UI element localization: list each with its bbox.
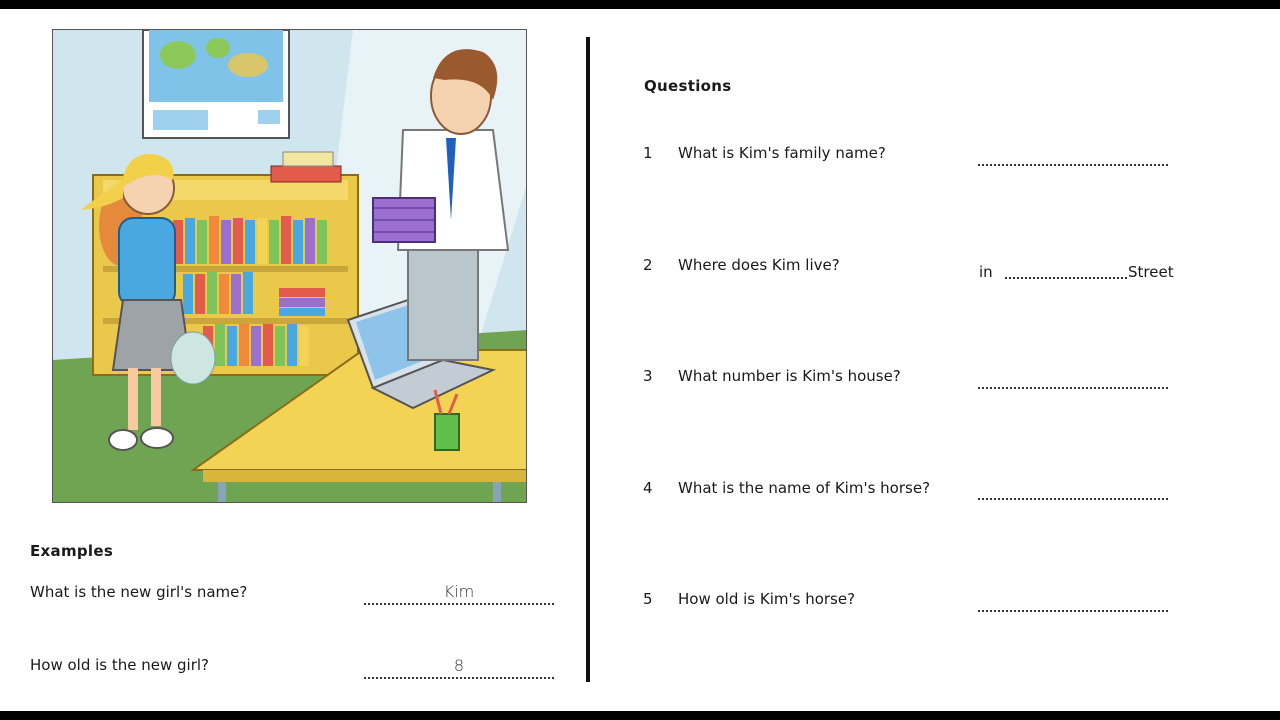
example-question-2: How old is the new girl? (30, 656, 210, 674)
questions-heading: Questions (644, 77, 732, 95)
example-answer-line-2 (364, 677, 554, 679)
question-text-4: What is the name of Kim's horse? (678, 479, 931, 497)
classroom-illustration (52, 29, 527, 503)
question-number-5: 5 (643, 590, 653, 608)
bottom-letterbox-bar (0, 711, 1280, 720)
question-text-2: Where does Kim live? (678, 256, 840, 274)
question-number-3: 3 (643, 367, 653, 385)
answer-suffix-2: Street (1128, 263, 1174, 281)
example-question-1: What is the new girl's name? (30, 583, 248, 601)
examples-heading: Examples (30, 542, 114, 560)
answer-line-1[interactable] (978, 164, 1168, 166)
column-divider (586, 37, 590, 682)
question-number-4: 4 (643, 479, 653, 497)
answer-line-4[interactable] (978, 498, 1168, 500)
top-letterbox-bar (0, 0, 1280, 9)
question-number-1: 1 (643, 144, 653, 162)
question-text-5: How old is Kim's horse? (678, 590, 856, 608)
question-text-3: What number is Kim's house? (678, 367, 901, 385)
example-answer-line-1 (364, 603, 554, 605)
question-text-1: What is Kim's family name? (678, 144, 886, 162)
answer-line-3[interactable] (978, 387, 1168, 389)
example-answer-1: Kim (443, 582, 475, 601)
answer-line-5[interactable] (978, 610, 1168, 612)
answer-line-2[interactable] (1005, 277, 1127, 279)
example-answer-2: 8 (453, 656, 465, 675)
answer-prefix-2: in (979, 263, 993, 281)
question-number-2: 2 (643, 256, 653, 274)
classroom-scene (53, 30, 527, 503)
